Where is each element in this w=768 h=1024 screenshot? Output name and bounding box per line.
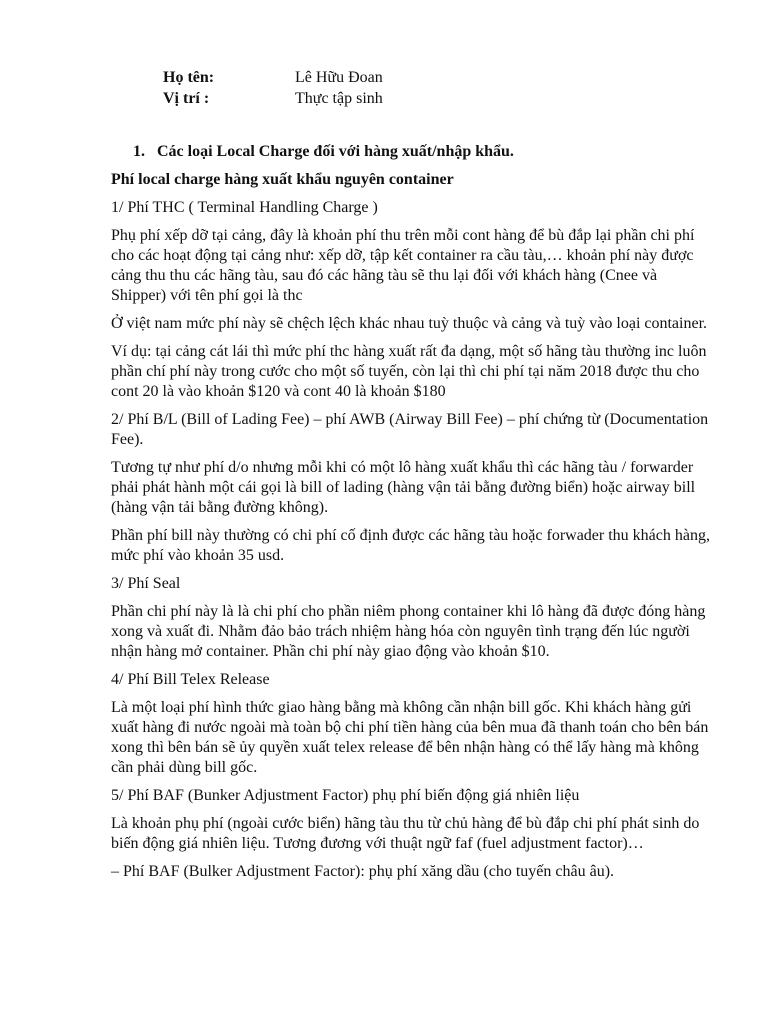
telex-heading: 4/ Phí Bill Telex Release [111,671,270,688]
name-value: Lê Hữu Đoan [295,69,383,86]
section-number: 1. [133,143,145,160]
document-body [111,170,711,890]
section-heading [133,141,514,162]
employee-info [163,67,383,109]
thc-paragraph-3: Ví dụ: tại cảng cát lái thì mức phí thc hàng xuất rất đa dạng, một số hãng tàu thường inc luôn phần chí phí này trong cước cho một số tuyến, còn lại thì chi phí tại năm 2018 được thu cho cont 20 là vào khoản $120 và cont 40 là khoản $180 [111,343,707,400]
position-value: Thực tập sinh [295,90,383,107]
position-row [163,88,383,109]
name-row [163,67,383,88]
thc-paragraph-1: Phụ phí xếp dỡ tại cảng, đây là khoản phí thu trên mỗi cont hàng để bù đắp lại phần chi phí cho các hoạt động tại cảng như: xếp dỡ, tập kết container ra cầu tàu,… khoản phí này được cảng thu thu các hãng tàu, sau đó các hãng tàu sẽ thu lại đối với khách hàng (Cnee và Shipper) với tên phí gọi là thc [111,227,695,304]
thc-paragraph-2: Ở việt nam mức phí này sẽ chệch lệch khác nhau tuỳ thuộc và cảng và tuỳ vào loại container. [111,315,708,332]
position-label: Vị trí : [163,90,210,107]
bl-paragraph-1: Tương tự như phí d/o nhưng mỗi khi có một lô hàng xuất khẩu thì các hãng tàu / forwarder phải phát hành một cái gọi là bill of lading (hàng vận tải bằng đường biển) hoặc airway bill (hàng vận tải bằng đường không). [111,459,696,516]
seal-heading: 3/ Phí Seal [111,575,181,592]
section-title: Các loại Local Charge đối với hàng xuất/nhập khẩu. [157,143,514,160]
thc-heading: 1/ Phí THC ( Terminal Handling Charge ) [111,199,378,216]
subtitle: Phí local charge hàng xuất khẩu nguyên container [111,171,454,188]
baf-paragraph-2: – Phí BAF (Bulker Adjustment Factor): phụ phí xăng dầu (cho tuyến châu âu). [111,863,615,880]
bl-paragraph-2: Phần phí bill này thường có chi phí cố định được các hãng tàu hoặc forwader thu khách hàng, mức phí vào khoản 35 usd. [111,527,710,564]
baf-paragraph-1: Là khoản phụ phí (ngoài cước biển) hãng tàu thu từ chủ hàng để bù đắp chi phí phát sinh do biến động giá nhiên liệu. Tương đương với thuật ngữ faf (fuel adjustment factor)… [111,815,700,852]
name-label: Họ tên: [163,69,215,86]
baf-heading: 5/ Phí BAF (Bunker Adjustment Factor) phụ phí biến động giá nhiên liệu [111,787,580,804]
seal-paragraph-1: Phần chi phí này là là chi phí cho phần niêm phong container khi lô hàng đã được đóng hàng xong và xuất đi. Nhằm đảo bảo trách nhiệm hàng hóa còn nguyên tình trạng đến lúc người nhận hàng mở container. Phần chi phí này giao động vào khoản $10. [111,603,706,660]
telex-paragraph-1: Là một loại phí hình thức giao hàng bằng mà không cần nhận bill gốc. Khi khách hàng gửi xuất hàng đi nước ngoài mà toàn bộ chi phí tiền hàng của bên mua đã thanh toán cho bên bán xong thì bên bán sẽ ủy quyền xuất telex release để bên nhận hàng có thể lấy hàng mà không cần phải dùng bill gốc. [111,699,709,776]
bl-heading: 2/ Phí B/L (Bill of Lading Fee) – phí AWB (Airway Bill Fee) – phí chứng từ (Documentation Fee). [111,411,709,448]
